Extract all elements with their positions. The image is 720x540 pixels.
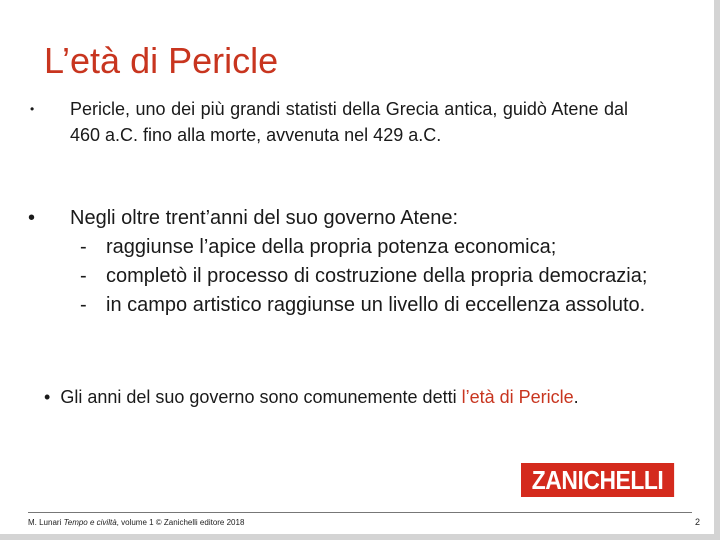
bullet-text-end: . xyxy=(573,387,579,407)
bullet-text: Gli anni del suo governo sono comunemente detti xyxy=(60,387,462,407)
sub-item-arte xyxy=(28,291,668,320)
dash-marker: - xyxy=(80,265,87,287)
highlight-term: l’età di Pericle xyxy=(461,387,574,407)
footer-publisher: , volume 1 © Zanichelli editore 2018 xyxy=(116,518,245,527)
bullet-marker: • xyxy=(44,387,51,407)
sub-item-economia xyxy=(28,233,668,262)
bullet-marker: • xyxy=(28,207,36,229)
sub-item-text: raggiunse l’apice della propria potenza economica; xyxy=(106,236,557,258)
slide-title: L’età di Pericle xyxy=(44,40,279,81)
sub-item-text: completò il processo di costruzione della propria democrazia; xyxy=(106,265,648,287)
bullet-text: Negli oltre trent’anni del suo governo Atene: xyxy=(70,207,459,229)
bullet-eta-pericle xyxy=(44,384,644,410)
bullet-pericle-intro xyxy=(28,96,628,148)
sub-item-text: in campo artistico raggiunse un livello di eccellenza assoluto. xyxy=(106,294,646,316)
sub-item-democrazia xyxy=(28,262,668,291)
bullet-governo xyxy=(28,204,668,320)
dash-marker: - xyxy=(80,236,87,258)
footer-credit xyxy=(28,518,244,527)
dash-marker: - xyxy=(80,294,87,316)
footer-divider xyxy=(28,512,692,513)
zanichelli-logo: ZANICHELLI xyxy=(521,463,674,497)
page-number: 2 xyxy=(694,517,700,527)
footer-author: M. Lunari xyxy=(28,518,62,527)
bullet-text: Pericle, uno dei più grandi statisti della Grecia antica, guidò Atene dal 460 a.C. fino alla morte, avvenuta nel 429 a.C. xyxy=(70,99,628,145)
footer-book-title: Tempo e civiltà xyxy=(63,518,117,527)
bullet-marker: • xyxy=(30,102,35,116)
